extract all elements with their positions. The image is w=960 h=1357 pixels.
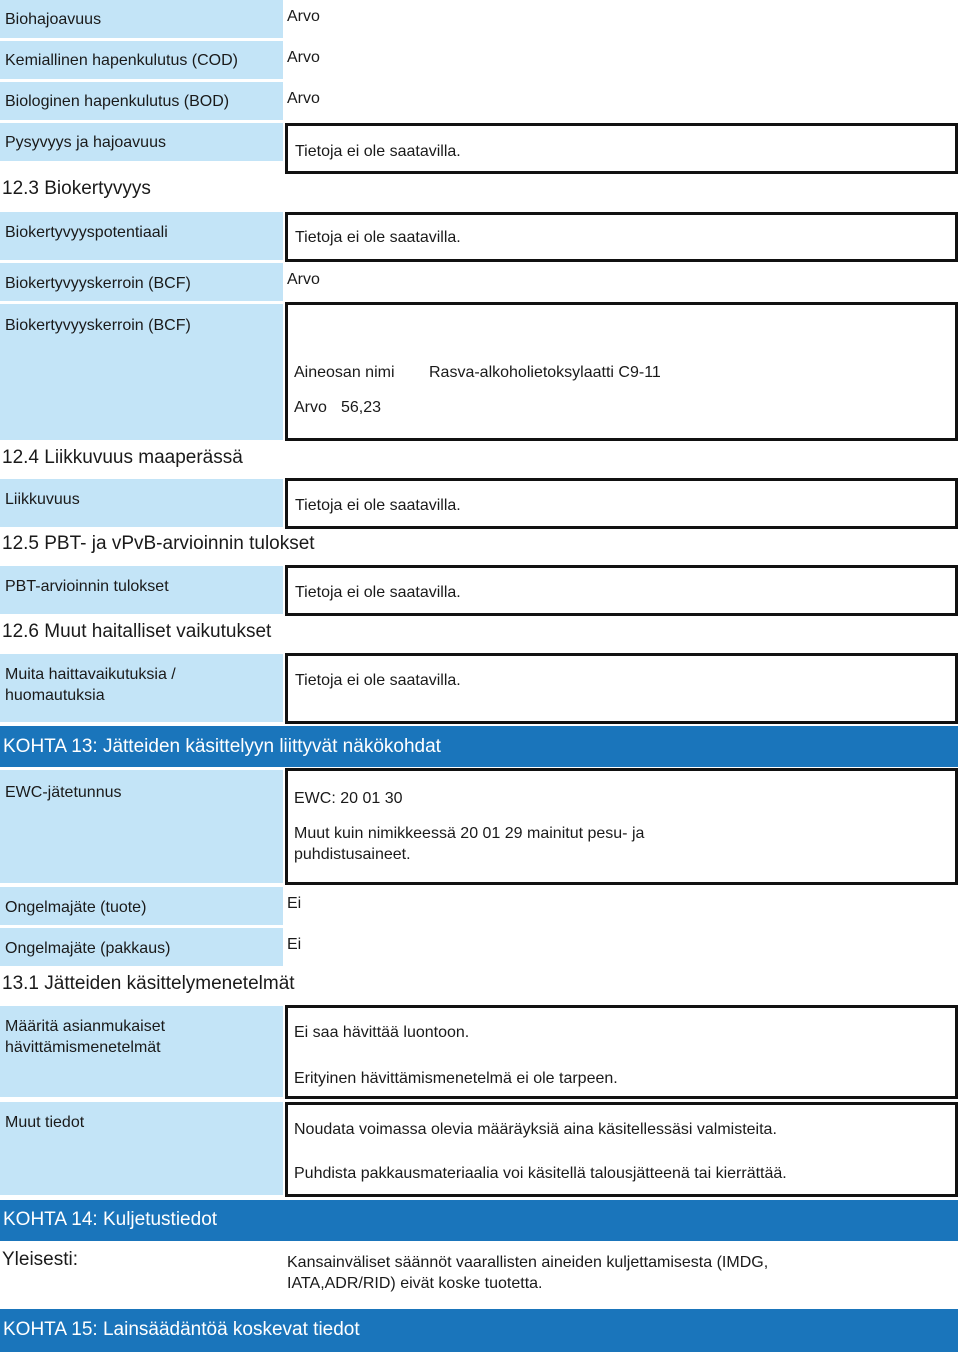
value-box-other-info bbox=[285, 1102, 958, 1197]
section-header-13: KOHTA 13: Jätteiden käsittelyyn liittyvät näkökohdat bbox=[0, 726, 958, 767]
label-other-info: Muut tiedot bbox=[0, 1102, 283, 1195]
value-general-line1: Kansainväliset säännöt vaarallisten aineiden kuljettamisesta (IMDG, bbox=[287, 1254, 769, 1271]
value-general-line2: IATA,ADR/RID) eivät koske tuotetta. bbox=[287, 1275, 543, 1292]
label-hazardous-product: Ongelmajäte (tuote) bbox=[0, 887, 283, 925]
section-header-15: KOHTA 15: Lainsäädäntöä koskevat tiedot bbox=[0, 1309, 958, 1352]
value-cod: Arvo bbox=[287, 49, 320, 66]
value-pbt: Tietoja ei ole saatavilla. bbox=[295, 584, 461, 601]
value-general bbox=[287, 1252, 768, 1294]
arvo-value: 56,23 bbox=[341, 399, 382, 416]
value-bcf: Arvo bbox=[287, 271, 320, 288]
value-box-persistence bbox=[285, 123, 958, 174]
value-bod: Arvo bbox=[287, 90, 320, 107]
label-persistence: Pysyvyys ja hajoavuus bbox=[0, 123, 283, 161]
value-hazardous-product: Ei bbox=[287, 895, 302, 912]
label-disposal bbox=[0, 1006, 283, 1097]
label-biohajoavuus: Biohajoavuus bbox=[0, 0, 283, 38]
section-title-12-6: 12.6 Muut haitalliset vaikutukset bbox=[2, 621, 272, 642]
section-title-12-3: 12.3 Biokertyvyys bbox=[2, 178, 151, 199]
label-other-effects bbox=[0, 654, 283, 722]
value-hazardous-package: Ei bbox=[287, 936, 302, 953]
section-title-12-5: 12.5 PBT- ja vPvB-arvioinnin tulokset bbox=[2, 533, 315, 554]
label-ewc: EWC-jätetunnus bbox=[0, 770, 283, 883]
ewc-description bbox=[294, 823, 644, 865]
section-title-13-1: 13.1 Jätteiden käsittelymenetelmät bbox=[2, 973, 295, 994]
section-header-14: KOHTA 14: Kuljetustiedot bbox=[0, 1200, 958, 1241]
label-pbt: PBT-arvioinnin tulokset bbox=[0, 566, 283, 614]
label-mobility: Liikkuvuus bbox=[0, 479, 283, 527]
label-other-effects-line2: huomautuksia bbox=[5, 687, 105, 704]
value-box-other-effects bbox=[285, 653, 958, 724]
value-mobility: Tietoja ei ole saatavilla. bbox=[295, 497, 461, 514]
disposal-value-2: Erityinen hävittämismenetelmä ei ole tarpeen. bbox=[294, 1070, 618, 1087]
value-box-disposal bbox=[285, 1005, 958, 1099]
arvo-label: Arvo bbox=[294, 399, 327, 416]
ewc-code: EWC: 20 01 30 bbox=[294, 790, 403, 807]
component-name-value: Rasva-alkoholietoksylaatti C9-11 bbox=[429, 364, 661, 381]
label-other-effects-line1: Muita haittavaikutuksia / bbox=[5, 666, 176, 683]
label-hazardous-package: Ongelmajäte (pakkaus) bbox=[0, 928, 283, 966]
label-cod: Kemiallinen hapenkulutus (COD) bbox=[0, 41, 283, 79]
label-general: Yleisesti: bbox=[2, 1249, 79, 1270]
disposal-value-1: Ei saa hävittää luontoon. bbox=[294, 1024, 470, 1041]
value-box-ewc bbox=[285, 768, 958, 885]
value-biohajoavuus: Arvo bbox=[287, 8, 320, 25]
value-bio-potential: Tietoja ei ole saatavilla. bbox=[295, 229, 461, 246]
label-bcf-detail: Biokertyvyyskerroin (BCF) bbox=[0, 304, 283, 440]
label-bio-potential: Biokertyvyyspotentiaali bbox=[0, 212, 283, 260]
component-name-label: Aineosan nimi bbox=[294, 364, 395, 381]
label-disposal-line1: Määritä asianmukaiset bbox=[5, 1018, 166, 1035]
value-box-mobility bbox=[285, 478, 958, 529]
bcf-detail-box bbox=[285, 302, 958, 441]
ewc-description-line1: Muut kuin nimikkeessä 20 01 29 mainitut pesu- ja bbox=[294, 825, 645, 842]
section-title-12-4: 12.4 Liikkuvuus maaperässä bbox=[2, 447, 243, 468]
other-info-value-1: Noudata voimassa olevia määräyksiä aina käsitellessäsi valmisteita. bbox=[294, 1121, 777, 1138]
label-bod: Biologinen hapenkulutus (BOD) bbox=[0, 82, 283, 120]
ewc-description-line2: puhdistusaineet. bbox=[294, 846, 411, 863]
other-info-value-2: Puhdista pakkausmateriaalia voi käsitellä talousjätteenä tai kierrättää. bbox=[294, 1165, 787, 1182]
value-other-effects: Tietoja ei ole saatavilla. bbox=[295, 672, 461, 689]
value-box-bio-potential bbox=[285, 212, 958, 262]
value-persistence: Tietoja ei ole saatavilla. bbox=[295, 143, 461, 160]
label-bcf: Biokertyvyyskerroin (BCF) bbox=[0, 263, 283, 301]
label-disposal-line2: hävittämismenetelmät bbox=[5, 1039, 161, 1056]
value-box-pbt bbox=[285, 565, 958, 616]
